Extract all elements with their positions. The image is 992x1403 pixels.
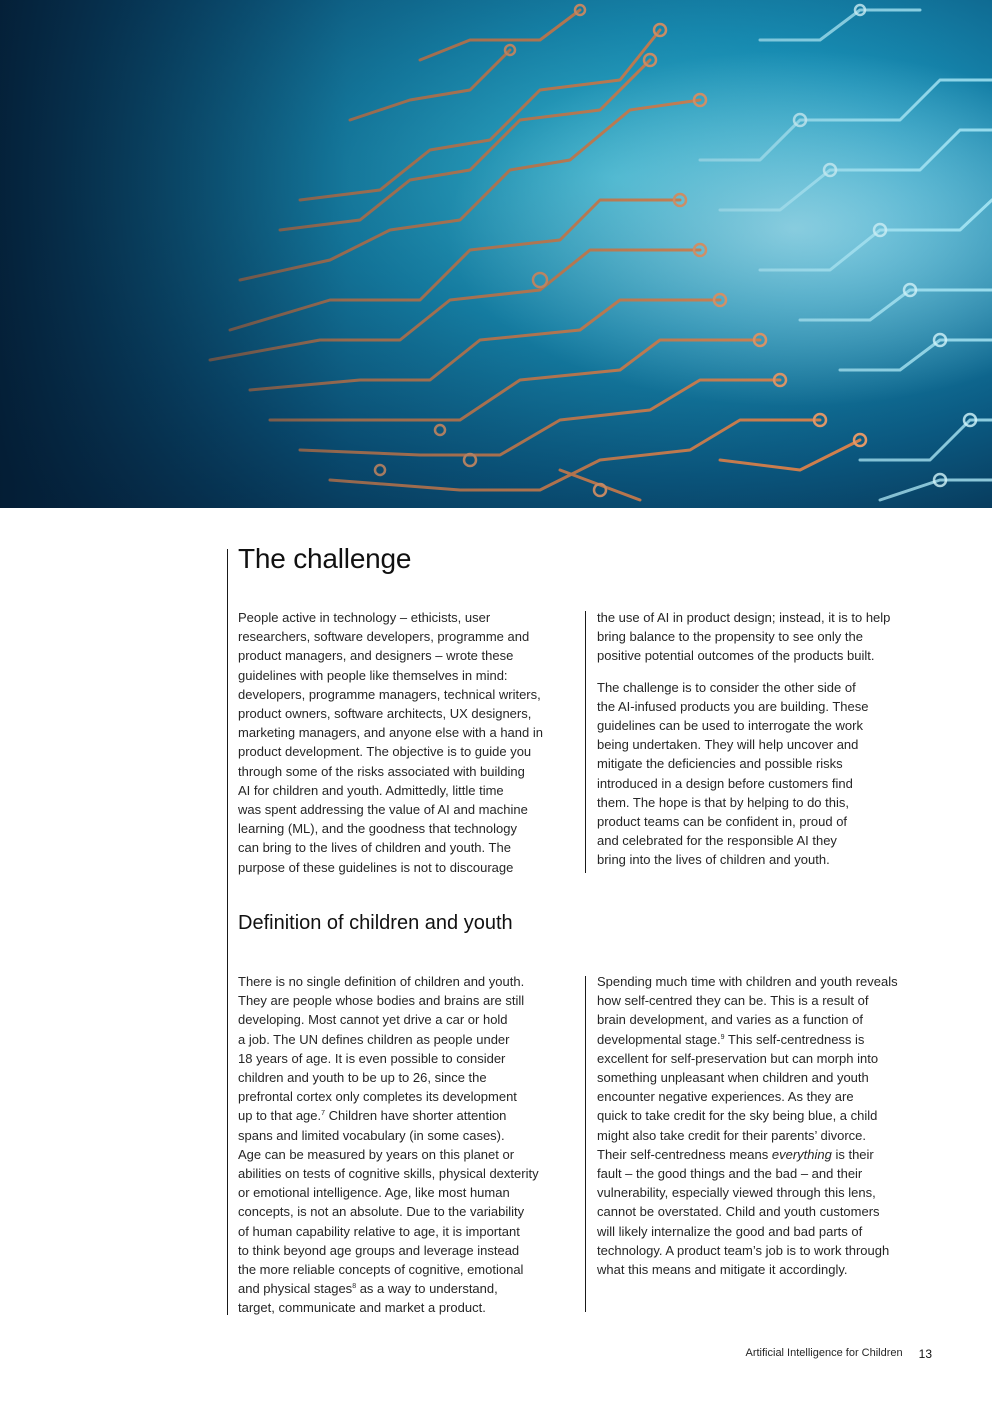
definition-column-2	[597, 972, 942, 1279]
challenge-title: The challenge	[238, 543, 412, 574]
definition-emphasis: everything	[771, 1146, 832, 1162]
definition-title: Definition of children and youth	[238, 912, 513, 934]
challenge-column-divider	[585, 611, 586, 873]
definition-column-divider	[585, 976, 586, 1312]
footnote-ref-9: 9	[720, 1033, 725, 1041]
definition-paragraph-2	[597, 972, 942, 1279]
definition-column-1	[238, 972, 583, 1318]
circuit-board-illustration	[0, 0, 992, 508]
definition-left-rule	[227, 879, 228, 1315]
page-number: 13	[918, 1347, 932, 1361]
footnote-ref-7: 7	[321, 1110, 326, 1118]
hero-circuit-image	[0, 0, 992, 508]
definition-text-2c: is their fault – the good things and the bad – and their vulnerability, especially viewed through this lens, cannot be overstated. Child and youth customers will likely internalize the good and bad parts of technology. A product team’s job is to work through what this means and mitigate it accordingly.	[597, 1146, 890, 1278]
challenge-paragraph-2: the use of AI in product design; instead, it is to help bring balance to the propensity to see only the positive potential outcomes of the products built.	[597, 610, 891, 664]
challenge-column-1	[238, 608, 583, 877]
footnote-ref-8: 8	[352, 1283, 357, 1291]
definition-paragraph-1	[238, 972, 583, 1318]
definition-text-2a: Spending much time with children and youth reveals how self-centred they can be. This is a result of brain development, and varies as a function of developmental stage.	[597, 974, 898, 1047]
definition-text-2b: This self-centredness is excellent for self-preservation but can morph into something unpleasant when children and youth encounter negative experiences. As they are quick to take credit for the sky being blue, a child might also take credit for their parents’ divorce. Their self-centredness means	[597, 1031, 879, 1162]
challenge-paragraph-3: The challenge is to consider the other side of the AI-infused products you are building. These guidelines can be used to interrogate the work being undertaken. They will help uncover and mitigate the deficiencies and possible risks introduced in a design before customers find them. The hope is that by helping to do this, product teams can be confident in, proud of and celebrated for the responsible AI they bring into the lives of children and youth.	[597, 679, 869, 868]
challenge-column-2	[597, 608, 942, 870]
challenge-left-rule	[227, 549, 228, 879]
page-footer	[746, 1347, 933, 1361]
definition-text-1b: Children have shorter attention spans and limited vocabulary (in some cases). Age can be measured by years on this planet or abilities on tests of cognitive skills, physical dexterity or emotional intelligence. Age, like most human concepts, is not an absolute. Due to the variability of human capability relative to age, it is important to think beyond age groups and leverage instead the more reliable concepts of cognitive, emotional and physical stages	[238, 1108, 539, 1297]
definition-text-1c: as a way to understand, target, communicate and market a product.	[238, 1281, 498, 1316]
footer-doc-title: Artificial Intelligence for Children	[745, 1347, 903, 1359]
challenge-paragraph-1: People active in technology – ethicists, user researchers, software developers, programme and product managers, and designers – wrote these guidelines with people like themselves in mind: developers, programme managers, technical writers, product owners, software architects, UX designers, marketing managers, and anyone else with a hand in product development. The objective is to guide you through some of the risks associated with building AI for children and youth. Admittedly, little time was spent addressing the value of AI and machine learning (ML), and the goodness that technology can bring to the lives of children and youth. The purpose of these guidelines is not to discourage	[238, 610, 543, 875]
definition-text-1a: There is no single definition of children and youth. They are people whose bodies and brains are still developing. Most cannot yet drive a car or hold a job. The UN defines children as people under 18 years of age. It is even possible to consider children and youth to be up to 26, since the prefrontal cortex only completes its development up to that age.	[238, 974, 525, 1124]
